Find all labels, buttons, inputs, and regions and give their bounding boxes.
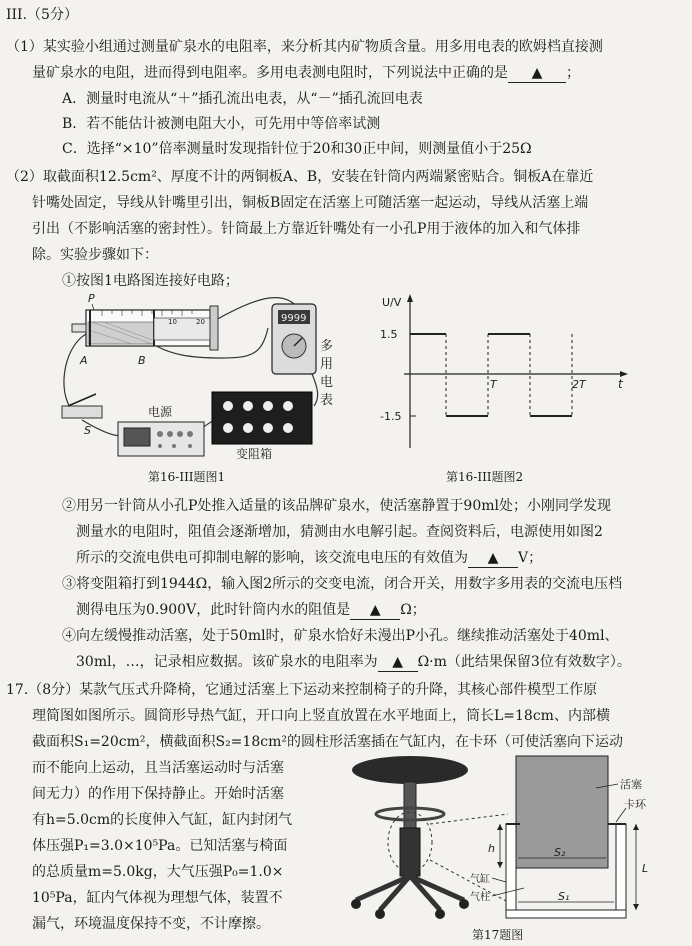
q2-step-4-line-2 xyxy=(76,653,631,672)
label-power: 电源 xyxy=(148,405,173,419)
q2-step-2-unit: V； xyxy=(518,550,543,566)
chair-column-lower xyxy=(400,828,420,876)
q2-step-1: ①按图1电路图连接好电路； xyxy=(62,273,239,289)
blank-mark: ▲ xyxy=(392,654,403,670)
x-axis-label: t xyxy=(618,377,623,391)
answer-blank-resistivity[interactable] xyxy=(378,653,418,672)
chair-wheel xyxy=(375,909,385,919)
label-b: B xyxy=(138,354,146,367)
q1-option-c: C．选择“×10”倍率测量时发现指针位于20和30正中间，则测量值小于25Ω xyxy=(62,141,532,157)
figure-17-chair xyxy=(340,752,685,920)
chair-wheel xyxy=(459,899,469,909)
resistor-box xyxy=(212,392,312,444)
figure-1-caption: 第16-III题图1 xyxy=(148,470,226,484)
label-meter-2: 用 xyxy=(320,357,334,372)
chair-seat xyxy=(352,756,468,784)
label-a: A xyxy=(80,354,88,367)
cylinder-wall-left xyxy=(506,824,516,910)
q1-line-1: （1）某实验小组通过测量矿泉水的电阻率，来分析其内矿物质含量。用多用电表的欧姆档直接测 xyxy=(6,39,603,55)
q2-step-3-unit: Ω； xyxy=(400,602,426,618)
label-gas: 气柱 xyxy=(470,892,490,903)
label-l: L xyxy=(642,862,649,875)
q2-step-2-line-1: ②用另一针筒从小孔P处推入适量的该品牌矿泉水，使活塞静置于90ml处；小刚同学发现 xyxy=(62,498,611,514)
q17-left-line-3: 有h=5.0cm的长度伸入气缸，缸内封闭气 xyxy=(32,812,293,828)
cylinder-wall-right xyxy=(616,824,626,910)
dim-h-arrow xyxy=(497,862,503,868)
y-axis-arrow xyxy=(407,294,413,302)
label-cylinder: 气缸 xyxy=(470,874,490,885)
q2-step-3-line-2 xyxy=(76,601,426,620)
zoom-line xyxy=(430,860,508,902)
label-s: S xyxy=(84,424,91,437)
scale-label-10: 10 xyxy=(168,318,177,326)
blank-mark: ▲ xyxy=(369,602,381,618)
section-header: III.（5分） xyxy=(6,7,78,23)
figure-17-svg xyxy=(340,752,685,920)
q17-left-line-5: 的总质量m=5.0kg，大气压强P₀=1.0× xyxy=(32,864,284,880)
figure-2-waveform xyxy=(380,288,640,458)
syringe-tip xyxy=(72,324,86,332)
q2-step-3-line-1: ③将变阻箱打到1944Ω，输入图2所示的交变电流，闭合开关，用数字多用表的交流电压档 xyxy=(62,576,623,592)
q2-line-4: 除。实验步骤如下： xyxy=(32,247,158,263)
figure-2-caption: 第16-III题图2 xyxy=(446,470,524,484)
label-meter-3: 电 xyxy=(320,375,334,390)
switch-base xyxy=(62,406,102,418)
figure-1-circuit xyxy=(52,288,382,460)
dim-l-arrow xyxy=(633,904,639,910)
wire-meter-box xyxy=(312,374,318,406)
chair-wheel xyxy=(351,899,361,909)
q17-line-3: 截面积S₁=20cm²，横截面积S₂=18cm²的圆柱形活塞插在气缸内，在卡环（可使活塞向下运动 xyxy=(32,734,623,750)
q17-left-line-1: 而不能向上运动，且当活塞运动时与活塞 xyxy=(32,760,284,776)
label-meter-4: 表 xyxy=(320,393,334,408)
q1-option-b: B．若不能估计被测电阻大小，可先用中等倍率试测 xyxy=(62,116,381,132)
y-axis-label: U/V xyxy=(382,296,402,309)
q1-line-2: 量矿泉水的电阻，进而得到电阻率。多用电表测电阻时，下列说法中正确的是 ▲ ； xyxy=(32,65,580,81)
cylinder-bottom xyxy=(506,910,626,918)
label-p: P xyxy=(88,292,95,305)
blank-mark: ▲ xyxy=(531,65,543,81)
figure-17-caption: 第17题图 xyxy=(472,928,524,942)
label-ring: 卡环 xyxy=(624,798,646,811)
label-box: 变阻箱 xyxy=(236,447,273,460)
q2-step-2-line-2: 测量水的电阻时，阻值会逐渐增加，猜测由水电解引起。查阅资料后，电源使用如图2 xyxy=(76,524,603,540)
switch-lever xyxy=(68,394,96,406)
scale-label-20: 20 xyxy=(196,318,205,326)
wire-left xyxy=(64,334,86,414)
chair-wheel xyxy=(435,909,445,919)
label-h: h xyxy=(488,842,495,855)
q2-step-4-line-2-text: 30ml，…，记录相应数据。该矿泉水的电阻率为 xyxy=(76,654,378,670)
q2-step-2-line-3-text: 所示的交流电供电可抑制电解的影响，该交流电电压的有效值为 xyxy=(76,550,468,566)
tick-positive: 1.5 xyxy=(380,328,398,341)
label-s1: S₁ xyxy=(558,890,570,903)
label-piston: 活塞 xyxy=(620,778,642,791)
tick-2t: 2T xyxy=(572,378,586,391)
dim-h-arrow xyxy=(497,824,503,830)
multimeter-reading: 9999 xyxy=(281,313,307,324)
plunger-head xyxy=(210,306,218,350)
power-screen xyxy=(124,428,150,446)
q17-line-2: 理简图如图所示。圆筒形导热气缸，开口向上竖直放置在水平地面上，筒长L=18cm、内部横 xyxy=(32,708,610,724)
label-s2: S₂ xyxy=(554,846,566,859)
q2-line-3: 引出（不影响活塞的密封性）。针筒最上方靠近针嘴处有一小孔P用于液体的加入和气体排 xyxy=(32,221,581,237)
q17-left-line-4: 体压强P₁=3.0×10⁵Pa。已知活塞与椅面 xyxy=(32,838,288,854)
tick-t: T xyxy=(490,378,497,391)
q1-line-2-text: 量矿泉水的电阻，进而得到电阻率。多用电表测电阻时，下列说法中正确的是 xyxy=(32,65,508,81)
answer-blank-voltage[interactable] xyxy=(468,549,518,568)
cylinder-leader xyxy=(492,878,506,882)
figure-1-svg xyxy=(52,288,382,460)
q2-step-2-line-3 xyxy=(76,549,542,568)
answer-blank-resistance[interactable] xyxy=(350,601,400,620)
q17-left-line-6: 10⁵Pa，缸内气体视为理想气体，装置不 xyxy=(32,890,283,906)
dim-l-arrow xyxy=(633,824,639,830)
blank-mark: ▲ xyxy=(487,550,499,566)
q1-option-a: A．测量时电流从“＋”插孔流出电表，从“－”插孔流回电表 xyxy=(62,91,423,107)
tick-negative: -1.5 xyxy=(380,410,402,423)
label-meter-1: 多 xyxy=(320,339,334,354)
q2-step-4-unit: Ω·m（此结果保留3位有效数字）。 xyxy=(417,654,631,670)
q17-line-1: 17.（8分）某款气压式升降椅，它通过活塞上下运动来控制椅子的升降，其核心部件模型工作原 xyxy=(6,682,598,698)
q2-step-3-line-2-text: 测得电压为0.900V，此时针筒内水的阻值是 xyxy=(76,602,351,618)
q2-line-1: （2）取截面积12.5cm²、厚度不计的两铜板A、B，安装在针筒内两端紧密贴合。铜板A在靠近 xyxy=(6,169,594,185)
q2-line-2: 针嘴处固定，导线从针嘴里引出，铜板B固定在活塞上可随活塞一起运动，导线从活塞上端 xyxy=(32,195,589,211)
q2-step-4-line-1: ④向左缓慢推动活塞，处于50ml时，矿泉水恰好未漫出P小孔。继续推动活塞处于40ml、 xyxy=(62,628,619,644)
q17-left-line-2: 间无力）的作用下保持静止。开始时活塞 xyxy=(32,786,284,802)
q17-left-line-7: 漏气，环境温度保持不变，不计摩擦。 xyxy=(32,916,270,932)
answer-blank-q1[interactable] xyxy=(508,64,566,83)
figure-2-svg xyxy=(380,288,640,458)
